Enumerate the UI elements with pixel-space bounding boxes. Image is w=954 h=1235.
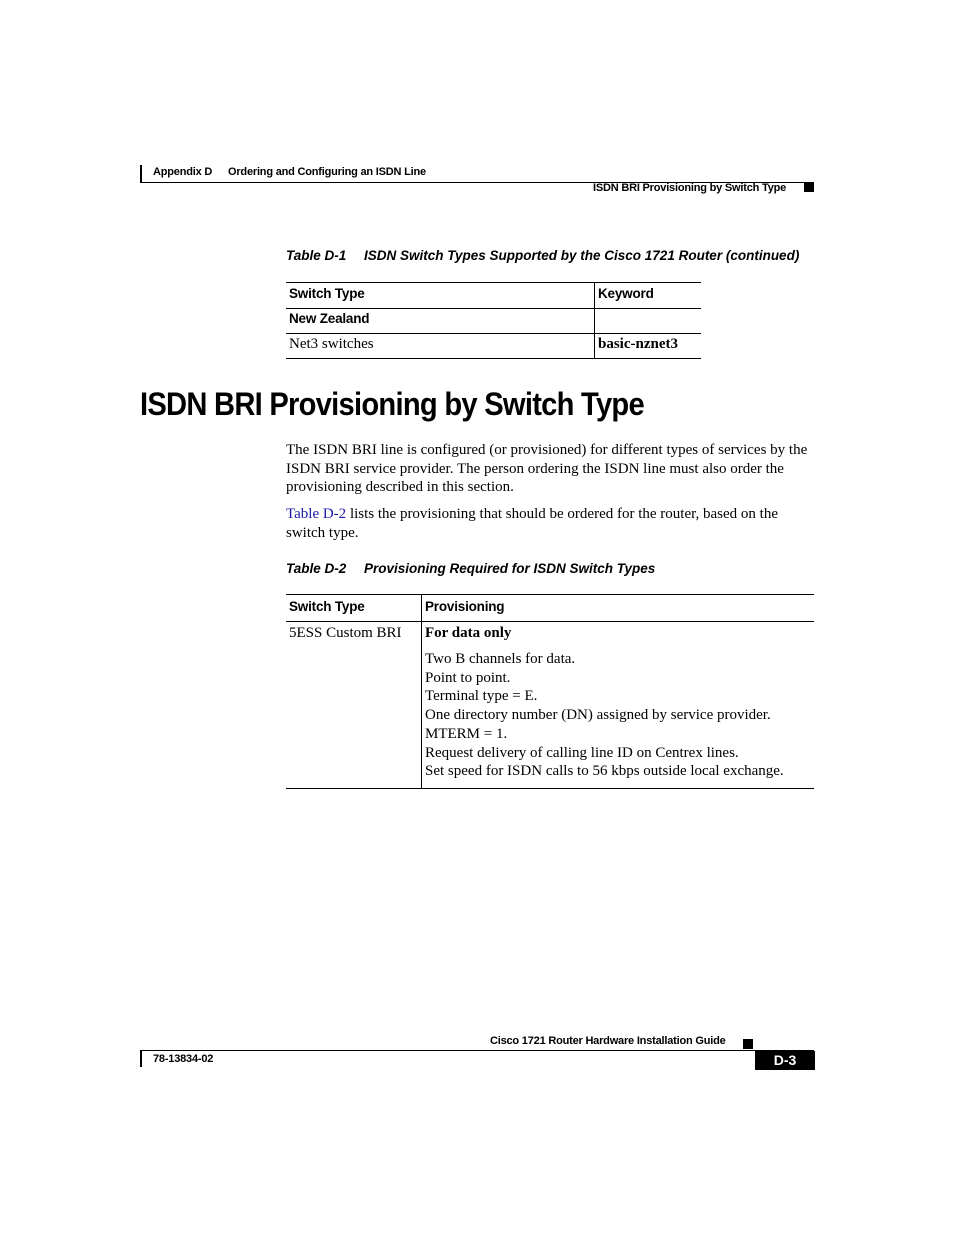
footer-doc-number: 78-13834-02 [153,1053,214,1065]
header-left-bar [140,165,142,182]
header-section: ISDN BRI Provisioning by Switch Type [593,182,787,194]
section-heading: ISDN BRI Provisioning by Switch Type [140,386,644,422]
table2-cell-provisioning [422,622,815,789]
paragraph-table-ref [286,505,814,542]
paragraph-intro: The ISDN BRI line is configured (or provisioned) for different types of services by the ISDN BRI service provider. The person ordering the ISDN line must also order the provisioning described in this section. [286,442,808,496]
table2-number: Table D-2 [286,561,347,576]
table2-header-switch-type: Switch Type [286,595,422,622]
table2-header-provisioning: Provisioning [422,595,815,622]
table-row [286,334,701,359]
list-item: Point to point. [425,669,511,686]
table1-number: Table D-1 [286,248,347,263]
paragraph-table-ref-text: lists the provisioning that should be ordered for the router, based on the switch type. [286,506,778,541]
list-item: Two B channels for data. [425,651,576,667]
table1-caption [286,248,799,263]
list-item: Terminal type = E. [425,688,538,705]
table1-group-label: New Zealand [286,309,595,334]
table-row [286,622,814,789]
table2-title: Provisioning Required for ISDN Switch Types [364,561,656,576]
table2-cell-switch-type: 5ESS Custom BRI [286,622,422,789]
list-item: Request delivery of calling line ID on Centrex lines. [425,744,739,761]
table1-cell-switch-type: Net3 switches [286,334,595,359]
table1-title: ISDN Switch Types Supported by the Cisco 1721 Router (continued) [364,248,800,263]
list-item: Set speed for ISDN calls to 56 kbps outside local exchange. [425,763,784,780]
header-appendix: Appendix D [153,166,213,178]
list-item: One directory number (DN) assigned by service provider. [425,707,771,724]
table1-group-empty [595,309,702,334]
header-marker [804,182,814,192]
table1 [286,282,701,359]
table2-provisioning-title: For data only [425,625,512,641]
footer-guide-title: Cisco 1721 Router Hardware Installation Guide [490,1035,726,1047]
table1-header-keyword: Keyword [595,283,702,309]
header-chapter: Ordering and Configuring an ISDN Line [228,166,426,178]
table2-header-row [286,595,814,622]
table1-header-switch-type: Switch Type [286,283,595,309]
footer-marker [743,1039,753,1049]
footer-rule [140,1050,814,1051]
table1-group-row [286,309,701,334]
table1-header-row [286,283,701,309]
page-number: D-3 [755,1051,815,1070]
table2-caption [286,561,655,576]
table2 [286,594,814,789]
list-item: MTERM = 1. [425,725,508,742]
table1-cell-keyword: basic-nznet3 [595,334,702,359]
footer-left-bar [140,1050,142,1067]
table-d2-link[interactable]: Table D-2 [286,506,347,522]
